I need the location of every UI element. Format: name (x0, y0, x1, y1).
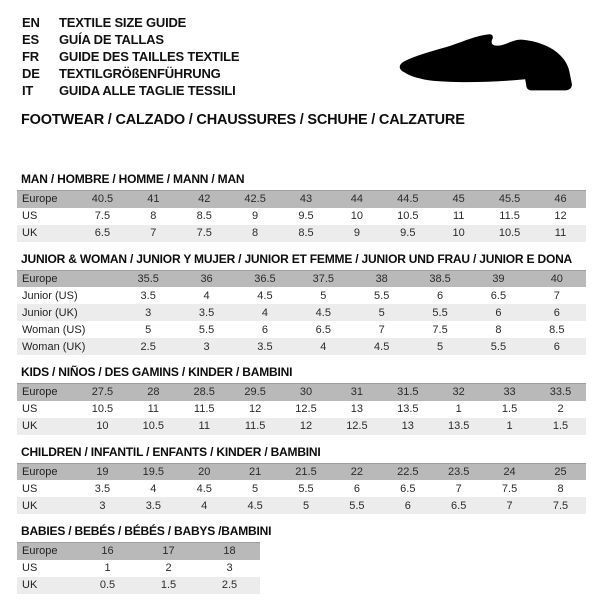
size-value: 19.5 (128, 463, 179, 480)
size-value: 33 (484, 384, 535, 401)
size-value: 1 (77, 560, 138, 577)
size-value: 10 (331, 208, 382, 225)
language-label: TEXTILGRÖßENFÜHRUNG (59, 66, 221, 81)
size-value: 4 (294, 338, 352, 355)
size-value: 4 (128, 480, 179, 497)
table-row (17, 384, 586, 401)
language-code: ES (22, 32, 39, 47)
size-value: 5.5 (331, 497, 382, 514)
size-value: 18 (199, 543, 260, 560)
size-value: 3 (77, 497, 128, 514)
table-row (17, 497, 586, 514)
size-value: 4.5 (236, 287, 294, 304)
size-value: 7 (528, 287, 586, 304)
size-value: 4 (179, 497, 230, 514)
size-value: 10.5 (128, 418, 179, 435)
language-code: DE (22, 66, 40, 81)
size-value: 3 (119, 304, 177, 321)
row-label: Junior (UK) (17, 304, 119, 321)
size-value: 8.5 (281, 225, 332, 242)
size-value: 12.5 (281, 401, 332, 418)
table-row (17, 191, 586, 208)
size-value: 5 (281, 497, 332, 514)
size-value: 29.5 (230, 384, 281, 401)
size-value: 38 (353, 270, 411, 287)
size-table-section (17, 172, 600, 242)
size-value: 38.5 (411, 270, 469, 287)
size-value: 6 (469, 304, 527, 321)
size-value: 30 (281, 384, 332, 401)
size-value: 27.5 (77, 384, 128, 401)
size-table (17, 383, 586, 435)
table-row (17, 208, 586, 225)
size-value: 10 (433, 225, 484, 242)
size-value: 40.5 (77, 191, 128, 208)
size-value: 10.5 (77, 401, 128, 418)
size-value: 7.5 (411, 321, 469, 338)
table-row (17, 338, 586, 355)
size-value: 13 (331, 401, 382, 418)
size-value: 31.5 (382, 384, 433, 401)
size-value: 8.5 (179, 208, 230, 225)
table-row (17, 543, 260, 560)
size-value: 39 (469, 270, 527, 287)
size-value: 6 (382, 497, 433, 514)
size-value: 4 (236, 304, 294, 321)
size-value: 13 (382, 418, 433, 435)
language-label: GUÍA DE TALLAS (59, 32, 164, 47)
row-label: Europe (17, 270, 119, 287)
row-label: US (17, 208, 77, 225)
size-value: 44 (331, 191, 382, 208)
size-value: 5.5 (353, 287, 411, 304)
size-value: 13.5 (382, 401, 433, 418)
size-value: 7.5 (179, 225, 230, 242)
size-value: 3.5 (77, 480, 128, 497)
table-row (17, 577, 260, 594)
size-value: 20 (179, 463, 230, 480)
size-value: 21 (230, 463, 281, 480)
size-value: 4.5 (179, 480, 230, 497)
size-value: 24 (484, 463, 535, 480)
row-label: Junior (US) (17, 287, 119, 304)
size-value: 9 (230, 208, 281, 225)
table-row (17, 463, 586, 480)
table-row (17, 321, 586, 338)
size-value: 41 (128, 191, 179, 208)
size-value: 6.5 (469, 287, 527, 304)
row-label: Woman (US) (17, 321, 119, 338)
size-value: 6 (411, 287, 469, 304)
row-label: US (17, 480, 77, 497)
size-value: 40 (528, 270, 586, 287)
size-value: 5.5 (411, 304, 469, 321)
table-row (17, 418, 586, 435)
size-value: 10 (77, 418, 128, 435)
size-value: 12 (230, 401, 281, 418)
size-value: 8.5 (528, 321, 586, 338)
language-label: TEXTILE SIZE GUIDE (59, 15, 187, 30)
size-value: 2 (138, 560, 199, 577)
size-value: 6.5 (382, 480, 433, 497)
row-label: US (17, 560, 77, 577)
size-value: 21.5 (281, 463, 332, 480)
size-value: 7.5 (535, 497, 586, 514)
size-value: 45 (433, 191, 484, 208)
size-tables (17, 172, 600, 594)
size-value: 11 (128, 401, 179, 418)
size-value: 5.5 (281, 480, 332, 497)
size-table-section (17, 252, 600, 356)
size-value: 36 (177, 270, 235, 287)
row-label: Europe (17, 543, 77, 560)
size-table-section (17, 524, 600, 594)
size-value: 1 (433, 401, 484, 418)
size-value: 12 (535, 208, 586, 225)
row-label: UK (17, 577, 77, 594)
size-table (17, 270, 586, 356)
category-title: FOOTWEAR / CALZADO / CHAUSSURES / SCHUHE / CALZATURE (21, 112, 465, 128)
table-title: MAN / HOMBRE / HOMME / MANN / MAN (21, 172, 245, 186)
table-title: KIDS / NIÑOS / DES GAMINS / KINDER / BAMBINI (21, 365, 293, 379)
size-value: 6 (528, 338, 586, 355)
size-value: 5 (353, 304, 411, 321)
size-table-section (17, 365, 600, 435)
size-value: 5 (119, 321, 177, 338)
size-value: 8 (230, 225, 281, 242)
size-value: 25 (535, 463, 586, 480)
size-value: 6.5 (294, 321, 352, 338)
size-value: 37.5 (294, 270, 352, 287)
size-value: 3 (199, 560, 260, 577)
size-value: 8 (128, 208, 179, 225)
size-value: 3.5 (119, 287, 177, 304)
size-value: 5.5 (469, 338, 527, 355)
size-value: 2.5 (199, 577, 260, 594)
size-value: 5 (230, 480, 281, 497)
size-table (17, 542, 260, 594)
row-label: Europe (17, 463, 77, 480)
size-value: 6 (331, 480, 382, 497)
size-value: 3.5 (236, 338, 294, 355)
size-value: 8 (535, 480, 586, 497)
size-value: 4 (177, 287, 235, 304)
size-value: 12 (281, 418, 332, 435)
size-value: 11.5 (230, 418, 281, 435)
size-value: 2.5 (119, 338, 177, 355)
row-label: Woman (UK) (17, 338, 119, 355)
size-value: 7.5 (484, 480, 535, 497)
size-table (17, 463, 586, 515)
size-value: 5.5 (177, 321, 235, 338)
row-label: UK (17, 497, 77, 514)
size-value: 17 (138, 543, 199, 560)
size-value: 28 (128, 384, 179, 401)
size-value: 12.5 (331, 418, 382, 435)
size-value: 0.5 (77, 577, 138, 594)
language-row (22, 14, 600, 31)
size-value: 16 (77, 543, 138, 560)
row-label: UK (17, 225, 77, 242)
size-value: 11 (433, 208, 484, 225)
table-row (17, 270, 586, 287)
size-value: 7 (128, 225, 179, 242)
table-row (17, 225, 586, 242)
size-value: 9 (331, 225, 382, 242)
table-title: BABIES / BEBÉS / BÉBÉS / BABYS /BAMBINI (21, 524, 272, 538)
size-value: 7.5 (77, 208, 128, 225)
size-value: 3 (177, 338, 235, 355)
language-label: GUIDA ALLE TAGLIE TESSILI (59, 83, 236, 98)
size-table-section (17, 445, 600, 515)
size-value: 8 (469, 321, 527, 338)
language-code: IT (22, 83, 34, 98)
size-value: 22 (331, 463, 382, 480)
size-value: 46 (535, 191, 586, 208)
size-value: 6 (528, 304, 586, 321)
row-label: UK (17, 418, 77, 435)
size-value: 44.5 (382, 191, 433, 208)
size-value: 1 (484, 418, 535, 435)
size-value: 7 (484, 497, 535, 514)
table-title: CHILDREN / INFANTIL / ENFANTS / KINDER / BAMBINI (21, 444, 321, 459)
size-value: 6.5 (433, 497, 484, 514)
size-value: 42.5 (230, 191, 281, 208)
table-title: JUNIOR & WOMAN / JUNIOR Y MUJER / JUNIOR ET FEMME / JUNIOR UND FRAU / JUNIOR E DONA (21, 251, 573, 266)
size-value: 11 (179, 418, 230, 435)
size-table (17, 190, 586, 242)
language-code: FR (22, 49, 39, 64)
size-value: 42 (179, 191, 230, 208)
size-value: 11.5 (484, 208, 535, 225)
size-value: 7 (433, 480, 484, 497)
size-value: 45.5 (484, 191, 535, 208)
row-label: US (17, 401, 77, 418)
size-value: 32 (433, 384, 484, 401)
size-value: 4.5 (353, 338, 411, 355)
size-value: 10.5 (484, 225, 535, 242)
size-value: 28.5 (179, 384, 230, 401)
size-value: 33.5 (535, 384, 586, 401)
size-value: 22.5 (382, 463, 433, 480)
size-value: 3.5 (128, 497, 179, 514)
size-value: 7 (353, 321, 411, 338)
table-row (17, 401, 586, 418)
size-value: 5 (411, 338, 469, 355)
size-value: 9.5 (382, 225, 433, 242)
table-row (17, 287, 586, 304)
size-value: 36.5 (236, 270, 294, 287)
size-value: 23.5 (433, 463, 484, 480)
size-value: 1.5 (138, 577, 199, 594)
size-value: 3.5 (177, 304, 235, 321)
size-value: 31 (331, 384, 382, 401)
size-value: 6.5 (77, 225, 128, 242)
size-value: 35.5 (119, 270, 177, 287)
size-value: 19 (77, 463, 128, 480)
table-row (17, 560, 260, 577)
size-value: 10.5 (382, 208, 433, 225)
size-value: 1.5 (535, 418, 586, 435)
dress-shoe-icon (398, 32, 576, 98)
language-code: EN (22, 15, 40, 30)
size-value: 4.5 (230, 497, 281, 514)
size-value: 6 (236, 321, 294, 338)
table-row (17, 304, 586, 321)
size-value: 11 (535, 225, 586, 242)
size-value: 13.5 (433, 418, 484, 435)
row-label: Europe (17, 191, 77, 208)
size-value: 4.5 (294, 304, 352, 321)
size-value: 11.5 (179, 401, 230, 418)
language-label: GUIDE DES TAILLES TEXTILE (59, 49, 240, 64)
size-value: 9.5 (281, 208, 332, 225)
size-value: 1.5 (484, 401, 535, 418)
size-value: 43 (281, 191, 332, 208)
table-row (17, 480, 586, 497)
row-label: Europe (17, 384, 77, 401)
size-value: 2 (535, 401, 586, 418)
size-value: 5 (294, 287, 352, 304)
